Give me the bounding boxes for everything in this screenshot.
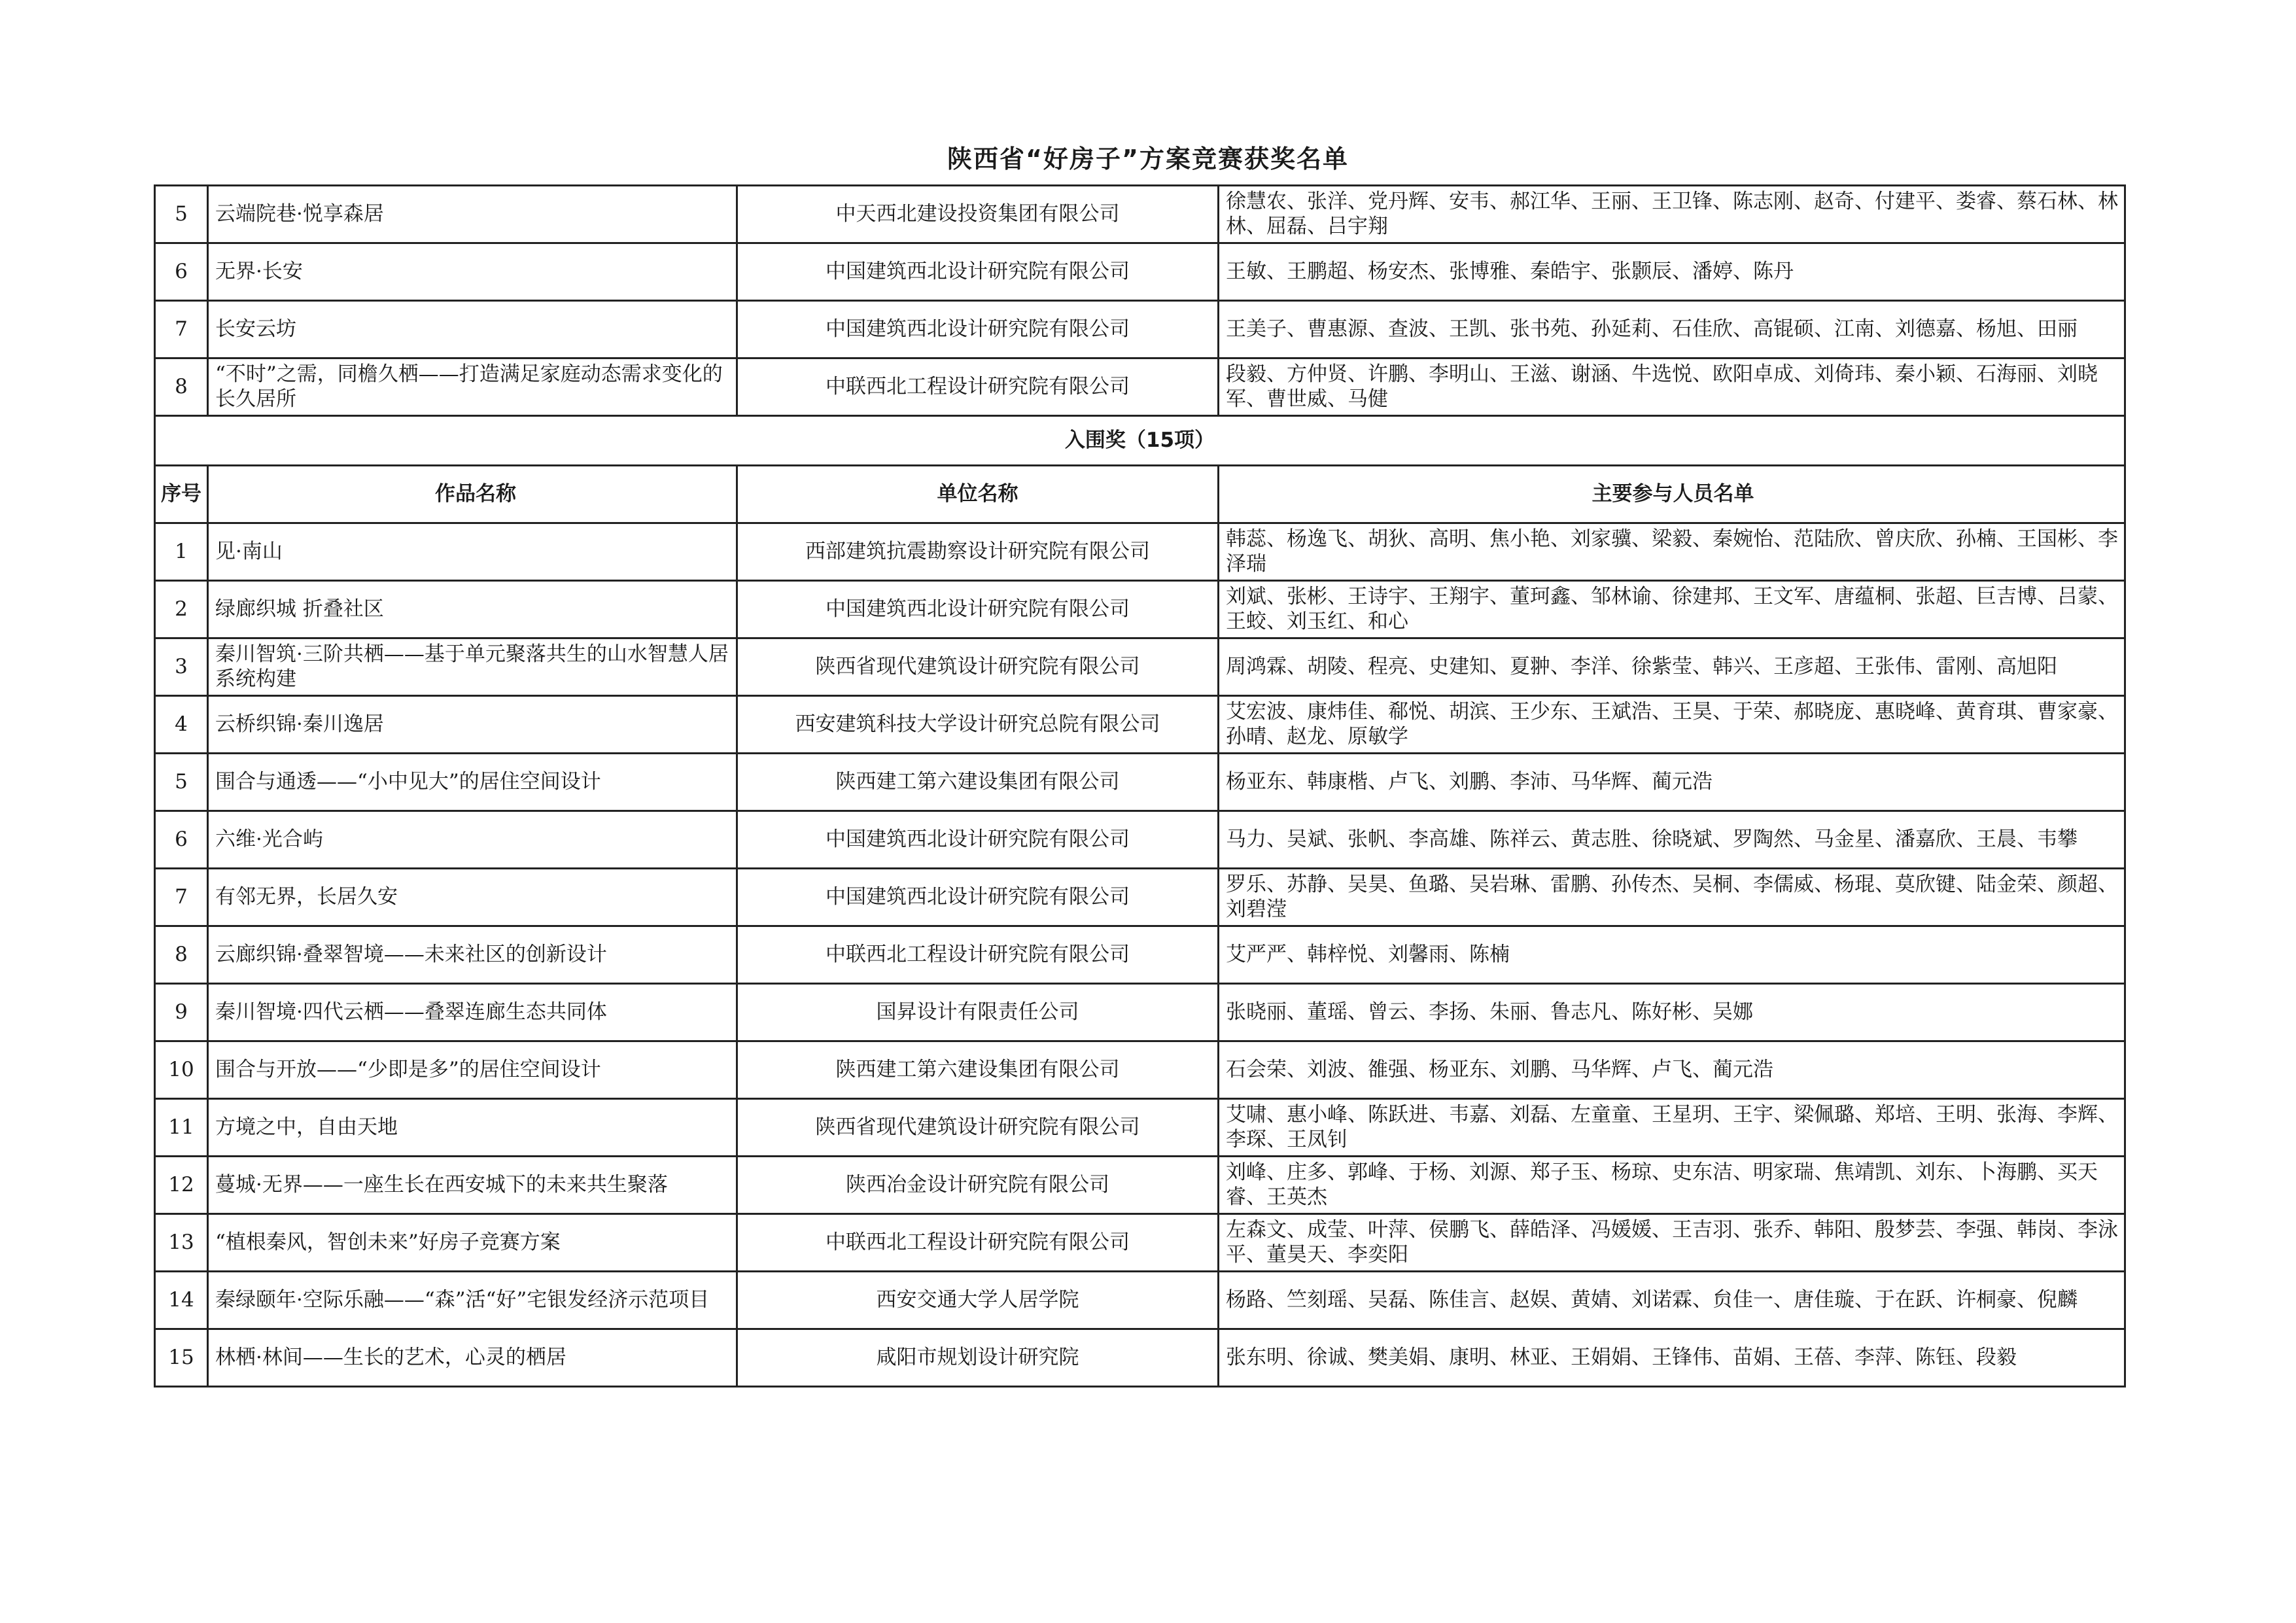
participants bbox=[1219, 811, 2125, 869]
participants-text: 马力、吴斌、张帆、李高雄、陈祥云、黄志胜、徐晓斌、罗陶然、马金星、潘嘉欣、王晨、韦攀 bbox=[1226, 827, 2078, 851]
participants-text: 韩蕊、杨逸飞、胡狄、高明、焦小艳、刘家骥、梁毅、秦婉怡、范陆欣、曾庆欣、孙楠、王国彬、李泽瑞 bbox=[1226, 527, 2118, 576]
participants bbox=[1219, 926, 2125, 984]
table-row bbox=[155, 581, 2125, 638]
participants bbox=[1219, 638, 2125, 696]
organization-name: 陕西冶金设计研究院有限公司 bbox=[737, 1157, 1219, 1214]
document-title: 陕西省“好房子”方案竞赛获奖名单 bbox=[947, 145, 1349, 173]
participants-text: 石会荣、刘波、雒强、杨亚东、刘鹏、马华辉、卢飞、蔺元浩 bbox=[1226, 1057, 1773, 1081]
table-row bbox=[155, 1214, 2125, 1272]
participants bbox=[1219, 754, 2125, 811]
participants bbox=[1219, 243, 2125, 301]
participants bbox=[1219, 358, 2125, 416]
work-name: 云廊织锦·叠翠智境——未来社区的创新设计 bbox=[208, 926, 737, 984]
organization-name: 中国建筑西北设计研究院有限公司 bbox=[737, 581, 1219, 638]
work-name: 无界·长安 bbox=[208, 243, 737, 301]
table-row bbox=[155, 754, 2125, 811]
row-number: 7 bbox=[155, 301, 208, 358]
table-row bbox=[155, 638, 2125, 696]
organization-name: 西安建筑科技大学设计研究总院有限公司 bbox=[737, 696, 1219, 754]
table-row bbox=[155, 811, 2125, 869]
work-name: 秦绿颐年·空际乐融——“森”活“好”宅银发经济示范项目 bbox=[208, 1272, 737, 1329]
table-row bbox=[155, 186, 2125, 243]
work-name: 长安云坊 bbox=[208, 301, 737, 358]
participants bbox=[1219, 581, 2125, 638]
participants-text: 刘峰、庄多、郭峰、于杨、刘源、郑子玉、杨琼、史东洁、明家瑞、焦靖凯、刘东、卜海鹏、买天睿、王英杰 bbox=[1226, 1160, 2098, 1209]
header-organization: 单位名称 bbox=[737, 466, 1219, 523]
participants-text: 张晓丽、董瑶、曾云、李扬、朱丽、鲁志凡、陈好彬、吴娜 bbox=[1226, 1000, 1753, 1024]
organization-name: 中国建筑西北设计研究院有限公司 bbox=[737, 811, 1219, 869]
participants bbox=[1219, 1272, 2125, 1329]
section-row bbox=[155, 416, 2125, 466]
organization-name: 中联西北工程设计研究院有限公司 bbox=[737, 358, 1219, 416]
participants bbox=[1219, 1329, 2125, 1387]
participants-text: 杨亚东、韩康楷、卢飞、刘鹏、李沛、马华辉、蔺元浩 bbox=[1226, 769, 1713, 794]
organization-name: 陕西省现代建筑设计研究院有限公司 bbox=[737, 1099, 1219, 1157]
table-row bbox=[155, 1272, 2125, 1329]
row-number: 8 bbox=[155, 358, 208, 416]
participants-text: 杨路、竺刻瑶、吴磊、陈佳言、赵娱、黄婧、刘诺霖、贠佳一、唐佳璇、于在跃、许桐豪、倪麟 bbox=[1226, 1287, 2078, 1312]
participants-text: 艾啸、惠小峰、陈跃进、韦嘉、刘磊、左童童、王星玥、王宇、梁佩璐、郑培、王明、张海、李辉、李琛、王凤钊 bbox=[1226, 1102, 2118, 1151]
row-number: 8 bbox=[155, 926, 208, 984]
table-row bbox=[155, 1329, 2125, 1387]
participants bbox=[1219, 696, 2125, 754]
organization-name: 中国建筑西北设计研究院有限公司 bbox=[737, 243, 1219, 301]
work-name: 有邻无界，长居久安 bbox=[208, 869, 737, 926]
work-name: 围合与通透——“小中见大”的居住空间设计 bbox=[208, 754, 737, 811]
row-number: 14 bbox=[155, 1272, 208, 1329]
organization-name: 中国建筑西北设计研究院有限公司 bbox=[737, 869, 1219, 926]
participants bbox=[1219, 1099, 2125, 1157]
organization-name: 中联西北工程设计研究院有限公司 bbox=[737, 926, 1219, 984]
participants bbox=[1219, 1041, 2125, 1099]
work-name: “植根秦风，智创未来”好房子竞赛方案 bbox=[208, 1214, 737, 1272]
row-number: 1 bbox=[155, 523, 208, 581]
participants-text: 徐慧农、张洋、党丹辉、安韦、郝江华、王丽、王卫锋、陈志刚、赵奇、付建平、娄睿、蔡石林、林林、屈磊、吕宇翔 bbox=[1226, 189, 2118, 238]
row-number: 7 bbox=[155, 869, 208, 926]
work-name: 秦川智筑·三阶共栖——基于单元聚落共生的山水智慧人居系统构建 bbox=[208, 638, 737, 696]
work-name: 秦川智境·四代云栖——叠翠连廊生态共同体 bbox=[208, 984, 737, 1041]
main-rows bbox=[155, 523, 2125, 1387]
work-name: 六维·光合屿 bbox=[208, 811, 737, 869]
participants bbox=[1219, 1214, 2125, 1272]
participants bbox=[1219, 1157, 2125, 1214]
participants-text: 罗乐、苏静、吴昊、鱼璐、吴岩琳、雷鹏、孙传杰、吴桐、李儒威、杨琨、莫欣键、陆金荣、颜超、刘碧滢 bbox=[1226, 872, 2118, 921]
organization-name: 中联西北工程设计研究院有限公司 bbox=[737, 1214, 1219, 1272]
participants-text: 段毅、方仲贤、许鹏、李明山、王滋、谢涵、牛选悦、欧阳卓成、刘倚玮、秦小颖、石海丽、刘晓军、曹世威、马健 bbox=[1226, 362, 2098, 411]
organization-name: 陕西省现代建筑设计研究院有限公司 bbox=[737, 638, 1219, 696]
participants-text: 周鸿霖、胡陵、程亮、史建知、夏翀、李洋、徐紫莹、韩兴、王彦超、王张伟、雷刚、高旭阳 bbox=[1226, 654, 2057, 678]
work-name: 云端院巷·悦享森居 bbox=[208, 186, 737, 243]
table-row bbox=[155, 1041, 2125, 1099]
participants-text: 艾严严、韩梓悦、刘馨雨、陈楠 bbox=[1226, 942, 1510, 966]
table-row bbox=[155, 358, 2125, 416]
table-row bbox=[155, 243, 2125, 301]
work-name: “不时”之需，同檐久栖——打造满足家庭动态需求变化的长久居所 bbox=[208, 358, 737, 416]
participants-text: 王美子、曹惠源、查波、王凯、张书苑、孙延莉、石佳欣、高锟硕、江南、刘德嘉、杨旭、田丽 bbox=[1226, 317, 2078, 341]
table-row bbox=[155, 926, 2125, 984]
table-row bbox=[155, 1157, 2125, 1214]
award-table bbox=[154, 184, 2126, 1387]
table-row bbox=[155, 1099, 2125, 1157]
participants-text: 左森文、成莹、叶萍、侯鹏飞、薛皓泽、冯媛媛、王吉羽、张乔、韩阳、殷梦芸、李强、韩岗、李泳平、董昊天、李奕阳 bbox=[1226, 1217, 2118, 1266]
row-number: 2 bbox=[155, 581, 208, 638]
participants bbox=[1219, 523, 2125, 581]
row-number: 11 bbox=[155, 1099, 208, 1157]
row-number: 5 bbox=[155, 186, 208, 243]
participants bbox=[1219, 869, 2125, 926]
organization-name: 陕西建工第六建设集团有限公司 bbox=[737, 754, 1219, 811]
work-name: 绿廊织城 折叠社区 bbox=[208, 581, 737, 638]
work-name: 见·南山 bbox=[208, 523, 737, 581]
organization-name: 西部建筑抗震勘察设计研究院有限公司 bbox=[737, 523, 1219, 581]
table-row bbox=[155, 869, 2125, 926]
work-name: 方境之中，自由天地 bbox=[208, 1099, 737, 1157]
participants-text: 王敏、王鹏超、杨安杰、张博雅、秦皓宇、张颢辰、潘婷、陈丹 bbox=[1226, 259, 1794, 283]
work-name: 云桥织锦·秦川逸居 bbox=[208, 696, 737, 754]
row-number: 10 bbox=[155, 1041, 208, 1099]
organization-name: 中天西北建设投资集团有限公司 bbox=[737, 186, 1219, 243]
row-number: 15 bbox=[155, 1329, 208, 1387]
participants bbox=[1219, 186, 2125, 243]
row-number: 12 bbox=[155, 1157, 208, 1214]
organization-name: 陕西建工第六建设集团有限公司 bbox=[737, 1041, 1219, 1099]
organization-name: 咸阳市规划设计研究院 bbox=[737, 1329, 1219, 1387]
participants-text: 张东明、徐诚、樊美娟、康明、林亚、王娟娟、王锋伟、苗娟、王蓓、李萍、陈钰、段毅 bbox=[1226, 1345, 2017, 1369]
header-work-name: 作品名称 bbox=[208, 466, 737, 523]
row-number: 3 bbox=[155, 638, 208, 696]
table-row bbox=[155, 301, 2125, 358]
participants bbox=[1219, 301, 2125, 358]
row-number: 6 bbox=[155, 243, 208, 301]
participants bbox=[1219, 984, 2125, 1041]
work-name: 蔓城·无界——一座生长在西安城下的未来共生聚落 bbox=[208, 1157, 737, 1214]
table-row bbox=[155, 523, 2125, 581]
organization-name: 西安交通大学人居学院 bbox=[737, 1272, 1219, 1329]
row-number: 13 bbox=[155, 1214, 208, 1272]
table-row bbox=[155, 696, 2125, 754]
section-title: 入围奖（15项） bbox=[155, 416, 2125, 466]
row-number: 5 bbox=[155, 754, 208, 811]
participants-text: 刘斌、张彬、王诗宇、王翔宇、董珂鑫、邹林谕、徐建邦、王文军、唐蕴桐、张超、巨吉博、吕蒙、王蛟、刘玉红、和心 bbox=[1226, 584, 2118, 633]
table-row bbox=[155, 984, 2125, 1041]
row-number: 4 bbox=[155, 696, 208, 754]
row-number: 6 bbox=[155, 811, 208, 869]
header-number: 序号 bbox=[155, 466, 208, 523]
participants-text: 艾宏波、康炜佳、郗悦、胡滨、王少东、王斌浩、王昊、于荣、郝晓庞、惠晓峰、黄育琪、曹家豪、孙晴、赵龙、原敏学 bbox=[1226, 699, 2118, 748]
work-name: 林栖·林间——生长的艺术，心灵的栖居 bbox=[208, 1329, 737, 1387]
organization-name: 国昇设计有限责任公司 bbox=[737, 984, 1219, 1041]
organization-name: 中国建筑西北设计研究院有限公司 bbox=[737, 301, 1219, 358]
header-participants: 主要参与人员名单 bbox=[1219, 466, 2125, 523]
work-name: 围合与开放——“少即是多”的居住空间设计 bbox=[208, 1041, 737, 1099]
row-number: 9 bbox=[155, 984, 208, 1041]
table-header-row bbox=[155, 466, 2125, 523]
